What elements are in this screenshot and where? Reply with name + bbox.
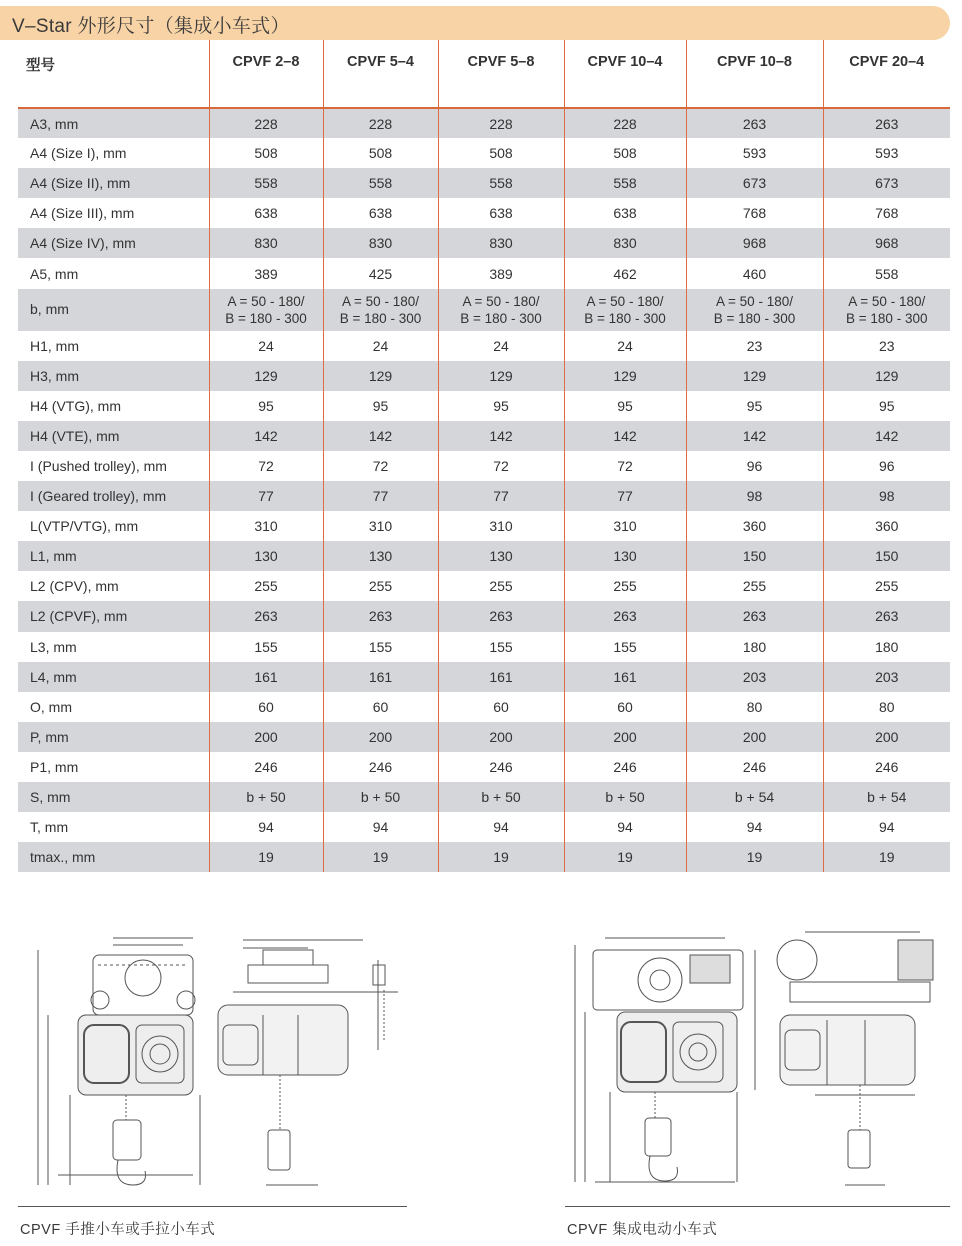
table-cell: 462 [564,258,686,288]
table-cell: 673 [686,168,823,198]
table-cell: 129 [209,361,323,391]
model-header: CPVF 10–4 [564,40,686,108]
row-label: A4 (Size III), mm [30,205,135,222]
table-cell: 77 [564,481,686,511]
row-label: S, mm [18,782,209,812]
row-label: tmax., mm [18,842,209,872]
table-cell: 60 [438,692,564,722]
table-cell: 638 [564,198,686,228]
table-cell: 255 [564,571,686,601]
table-cell: 246 [564,752,686,782]
table-cell: 310 [564,511,686,541]
model-header: CPVF 5–4 [323,40,438,108]
table-cell: 460 [686,258,823,288]
table-cell: 72 [209,451,323,481]
row-label: H4 (VTE), mm [18,421,209,451]
row-label: A4 (Size II), mm [18,168,209,198]
table-cell: 968 [823,228,950,258]
row-label: T, mm [30,819,69,836]
table-cell: 263 [823,108,950,138]
table-cell: 80 [823,692,950,722]
table-cell: 130 [564,541,686,571]
row-label: L(VTP/VTG), mm [30,518,139,535]
table-row [18,391,950,421]
table-cell: 95 [209,391,323,421]
table-row [18,198,950,228]
table-row [18,662,950,692]
table-cell: 255 [438,571,564,601]
table-cell: 638 [323,198,438,228]
table-cell: 142 [209,421,323,451]
table-cell: 263 [686,601,823,631]
row-label: A5, mm [30,265,79,282]
table-cell: 200 [438,722,564,752]
table-cell: b + 54 [686,782,823,812]
table-cell: 830 [438,228,564,258]
table-cell: 95 [564,391,686,421]
table-cell: 263 [686,108,823,138]
table-row [18,632,950,662]
table-cell: 19 [323,842,438,872]
table-cell: 180 [686,632,823,662]
table-cell: 23 [686,331,823,361]
row-label: b, mm [18,289,209,331]
table-cell: 161 [438,662,564,692]
row-label: I (Pushed trolley), mm [30,457,167,474]
table-cell: 263 [564,601,686,631]
row-label: L4, mm [18,662,209,692]
table-cell: 968 [686,228,823,258]
table-cell: 19 [209,842,323,872]
table-row [18,421,950,451]
table-cell: 255 [209,571,323,601]
table-cell: 200 [323,722,438,752]
table-row [18,842,950,872]
table-cell: 19 [686,842,823,872]
table-cell: 161 [209,662,323,692]
table-row [18,601,950,631]
table-cell: 72 [323,451,438,481]
table-cell: 95 [323,391,438,421]
row-label: L2 (CPV), mm [30,578,119,595]
table-row [18,481,950,511]
table-cell: 558 [438,168,564,198]
table-row [18,451,950,481]
model-header: CPVF 2–8 [209,40,323,108]
table-cell: 77 [323,481,438,511]
row-label: L3, mm [30,638,77,655]
table-cell: 155 [438,632,564,662]
table-cell: 246 [209,752,323,782]
table-cell: 768 [686,198,823,228]
table-cell: 246 [438,752,564,782]
table-cell: 96 [686,451,823,481]
table-cell: A = 50 - 180/ B = 180 - 300 [323,289,438,331]
table-cell: 360 [686,511,823,541]
table-cell: 155 [209,632,323,662]
table-row [18,258,950,288]
table-cell: 19 [564,842,686,872]
table-cell: 72 [564,451,686,481]
table-cell: 155 [323,632,438,662]
row-label: A3, mm [18,108,209,138]
table-cell: 558 [823,258,950,288]
manual-trolley-drawing [18,920,408,1190]
table-cell: 150 [823,541,950,571]
table-cell: 24 [323,331,438,361]
table-cell: 94 [323,812,438,842]
table-cell: 200 [209,722,323,752]
table-cell: 60 [323,692,438,722]
table-cell: 60 [564,692,686,722]
table-cell: 24 [209,331,323,361]
table-cell: A = 50 - 180/ B = 180 - 300 [686,289,823,331]
table-cell: 508 [323,138,438,168]
table-cell: 593 [823,138,950,168]
table-header-row [18,40,950,108]
table-row [18,108,950,138]
table-cell: 228 [209,108,323,138]
table-cell: 130 [323,541,438,571]
table-cell: 130 [209,541,323,571]
table-cell: 142 [438,421,564,451]
row-label: A4 (Size IV), mm [18,228,209,258]
table-cell: 263 [323,601,438,631]
table-cell: 246 [686,752,823,782]
table-cell: 24 [438,331,564,361]
table-row [18,138,950,168]
table-cell: 161 [564,662,686,692]
row-label: L1, mm [18,541,209,571]
row-label: H1, mm [30,337,79,354]
table-cell: 310 [323,511,438,541]
table-cell: 142 [686,421,823,451]
table-cell: 593 [686,138,823,168]
table-cell: A = 50 - 180/ B = 180 - 300 [438,289,564,331]
table-cell: 94 [438,812,564,842]
table-cell: 228 [323,108,438,138]
row-label: P, mm [18,722,209,752]
table-cell: 150 [686,541,823,571]
right-caption-rule [565,1206,950,1207]
table-cell: A = 50 - 180/ B = 180 - 300 [564,289,686,331]
left-drawing-caption: CPVF 手推小车或手拉小车式 [20,1222,216,1238]
table-cell: 263 [438,601,564,631]
table-cell: 200 [686,722,823,752]
electric-trolley-drawing [565,920,950,1190]
table-cell: 558 [209,168,323,198]
table-cell: 360 [823,511,950,541]
table-cell: 508 [564,138,686,168]
left-caption-rule [18,1206,407,1207]
table-cell: 246 [323,752,438,782]
table-cell: 255 [823,571,950,601]
table-cell: 203 [686,662,823,692]
table-cell: 425 [323,258,438,288]
table-cell: 768 [823,198,950,228]
right-drawing-caption: CPVF 集成电动小车式 [567,1222,718,1238]
table-row [18,692,950,722]
table-cell: b + 50 [564,782,686,812]
table-cell: 830 [209,228,323,258]
table-cell: 161 [323,662,438,692]
table-cell: A = 50 - 180/ B = 180 - 300 [823,289,950,331]
table-cell: 95 [823,391,950,421]
table-cell: A = 50 - 180/ B = 180 - 300 [209,289,323,331]
table-row [18,331,950,361]
model-header-label: 型号 [18,40,209,108]
table-cell: 673 [823,168,950,198]
table-cell: 130 [438,541,564,571]
table-cell: 389 [209,258,323,288]
table-cell: 98 [686,481,823,511]
table-cell: 72 [438,451,564,481]
table-cell: 142 [823,421,950,451]
table-cell: 228 [564,108,686,138]
table-cell: 255 [323,571,438,601]
row-label: O, mm [30,698,72,715]
row-label: H4 (VTG), mm [30,397,121,414]
model-header: CPVF 20–4 [823,40,950,108]
table-cell: 94 [564,812,686,842]
table-cell: 96 [823,451,950,481]
table-cell: 19 [823,842,950,872]
table-cell: 200 [823,722,950,752]
table-cell: 129 [564,361,686,391]
table-cell: 389 [438,258,564,288]
table-cell: 129 [323,361,438,391]
row-label: A4 (Size I), mm [30,145,127,162]
table-cell: 830 [323,228,438,258]
table-row [18,812,950,842]
table-cell: 94 [823,812,950,842]
table-cell: 180 [823,632,950,662]
table-cell: 638 [438,198,564,228]
table-row [18,782,950,812]
table-cell: 508 [209,138,323,168]
model-header: CPVF 5–8 [438,40,564,108]
table-row [18,361,950,391]
table-cell: 263 [209,601,323,631]
table-cell: 60 [209,692,323,722]
table-cell: 155 [564,632,686,662]
table-row [18,168,950,198]
row-label: P1, mm [30,758,79,775]
table-row [18,228,950,258]
table-cell: 246 [823,752,950,782]
table-cell: b + 50 [209,782,323,812]
table-cell: 255 [686,571,823,601]
row-label: L2 (CPVF), mm [18,601,209,631]
table-cell: 77 [209,481,323,511]
spec-table [18,40,950,872]
table-cell: 77 [438,481,564,511]
table-cell: 129 [686,361,823,391]
row-label: H3, mm [18,361,209,391]
table-cell: 228 [438,108,564,138]
electric-trolley-drawings [565,920,950,1190]
table-cell: 23 [823,331,950,361]
table-cell: 263 [823,601,950,631]
table-row [18,511,950,541]
table-cell: b + 50 [323,782,438,812]
table-row [18,722,950,752]
table-cell: 200 [564,722,686,752]
title-bar [0,6,950,40]
table-cell: 129 [438,361,564,391]
table-cell: 310 [209,511,323,541]
table-cell: 142 [564,421,686,451]
table-cell: 129 [823,361,950,391]
table-cell: 98 [823,481,950,511]
table-cell: 95 [686,391,823,421]
table-cell: 142 [323,421,438,451]
table-cell: 95 [438,391,564,421]
manual-trolley-drawings [18,920,408,1190]
table-cell: 558 [323,168,438,198]
table-cell: 558 [564,168,686,198]
table-cell: 638 [209,198,323,228]
table-cell: 203 [823,662,950,692]
row-label: I (Geared trolley), mm [18,481,209,511]
table-row [18,541,950,571]
model-header: CPVF 10–8 [686,40,823,108]
table-cell: 80 [686,692,823,722]
table-cell: b + 54 [823,782,950,812]
table-row [18,571,950,601]
table-cell: 508 [438,138,564,168]
table-cell: 94 [686,812,823,842]
table-cell: b + 50 [438,782,564,812]
table-cell: 24 [564,331,686,361]
table-cell: 94 [209,812,323,842]
table-cell: 19 [438,842,564,872]
table-row [18,289,950,331]
table-row [18,752,950,782]
table-cell: 310 [438,511,564,541]
table-cell: 830 [564,228,686,258]
page-title: V–Star 外形尺寸（集成小车式） [12,16,290,37]
